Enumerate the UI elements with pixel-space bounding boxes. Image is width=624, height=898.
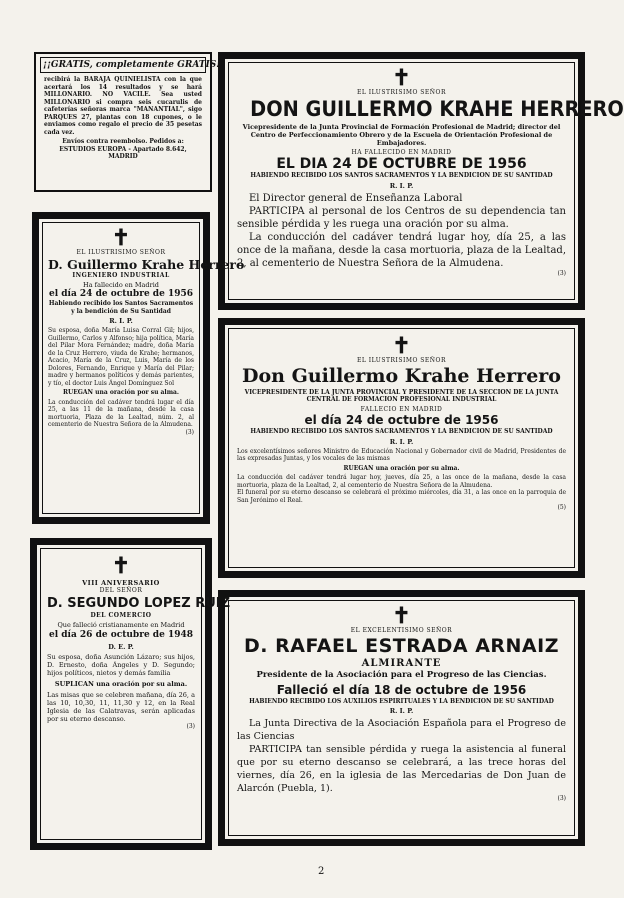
notice-rip: R. I. P. [109,317,133,325]
notice-rip: R. I. P. [389,707,414,715]
cross-icon: ✝ [392,65,411,91]
notice-krahe-3 [218,318,585,578]
notice-passed: FALLECIO EN MADRID [360,405,443,413]
notice-intro: EL ILUSTRISIMO SEÑOR [357,89,446,96]
ad-body: recibirá la BARAJA QUINIELISTA con la que acertará los 14 resultados y se hará MILLONARIO. NO VACILE. Sea usted MILLONARIO si compra seis cucarulis de cafeterías señoras marca "MANANTIAL", sigo PARQUES 27, plantas con 18 cupones, o le enviamos como regalo el precio de 35 pesetas cada vez. [44,76,202,136]
ad-closing: Envíos contra reembolso. Pedidos a: ESTUDIOS EUROPA - Apartado 8.642, MADRID [59,138,187,160]
notice-date: el día 24 de octubre de 1956 [304,413,499,427]
notice-ruegan: RUEGAN una oración por su alma. [62,389,180,396]
notice-date: el día 24 de octubre de 1956 [48,289,194,299]
notice-date: el día 26 de octubre de 1948 [48,630,194,640]
notice-passed: Que falleció cristianamente en Madrid [57,621,185,629]
notice-body-2: PARTICIPA al personal de los Centros de su dependencia tan sensible pérdida y les ruega una oración por su alma. [237,205,566,230]
notice-body-1: El Director general de Enseñanza Laboral [249,192,463,204]
notice-desc: VICEPRESIDENTE DE LA JUNTA PROVINCIAL Y PRESIDENTE DE LA SECCION DE LA JUNTA CENTRAL DE FORMACION PROFESIONAL INDUSTRIAL [244,388,559,403]
notice-intro: EL ILUSTRISIMO SEÑOR [357,357,446,364]
notice-ref: (3) [186,723,195,730]
page-number: 2 [318,866,325,877]
notice-of: DEL SEÑOR [99,587,143,594]
notice-date: EL DIA 24 DE OCTUBRE DE 1956 [276,156,527,172]
notice-suplican: SUPLICAN una oración por su alma. [54,680,188,688]
notice-family: Su esposa, doña María Luisa Corral Gil; hijos, Guillermo, Carlos y Alfonso; hija política, María del Pilar Mora Fernández; madre, doña María de la Cruz Herrero, viuda de Krahe; hermanos, Acacio, María de la Cruz, Luis, María de los Dolores, Fernando, Enrique y María del Pilar; madre y hermanos políticos y demás parientes, y tío, el doctor Luis Ángel Domínguez Sol [48,327,194,387]
notice-date: Falleció el día 18 de octubre de 1956 [276,682,527,697]
notice-name: Don Guillermo Krahe Herrero [242,364,561,387]
notice-estrada [218,590,585,846]
notice-conduction: La conducción del cadáver tendrá lugar el día 25, a las 11 de la mañana, desde la casa mortuoria, Plaza de la Lealtad, núm. 2, al cementerio de Nuestra Señora de la Almudena. [48,398,194,428]
notice-krahe-2 [32,212,245,524]
notice-sacraments: HABIENDO RECIBIDO LOS SANTOS SACRAMENTOS Y LA BENDICION DE SU SANTIDAD [250,428,553,435]
notice-intro: EL EXCELENTISIMO SEÑOR [350,627,453,634]
notice-ref: (3) [185,428,194,436]
notice-rip: D. E. P. [108,643,134,651]
notice-lopez [30,538,231,850]
notice-sacraments: Habiendo recibido los Santos Sacramentos y la bendición de Su Santidad [48,300,194,315]
notice-trade: DEL COMERCIO [90,611,152,619]
ad-headline: ¡¡GRATIS, completamente GRATIS!! [40,57,206,73]
notice-body-2: La conducción del cadáver tendrá lugar hoy, jueves, día 25, a las once de la mañana, desde la casa mortuoria, plaza de la Lealtad, 2, al cementerio de Nuestra Señora de la Almudena. [237,474,566,489]
notice-rank: ALMIRANTE [361,657,442,669]
cross-icon: ✝ [392,333,411,359]
notice-rip: R. I. P. [389,181,414,190]
notice-rip: R. I. P. [389,437,414,446]
cross-icon: ✝ [111,225,131,251]
notice-masses: Las misas que se celebren mañana, día 26, a las 10, 10,30, 11, 11,30 y 12, en la Real Iglesia de las Calatravas, serán aplicadas por su eterno descanso. [47,691,195,723]
cross-icon: ✝ [111,553,131,579]
notice-ref: (3) [557,795,566,802]
notice-body-3: La conducción del cadáver tendrá lugar hoy, día 25, a las once de la mañana, desde la casa mortuoria, plaza de la Lealtad, 2, al cementerio de Nuestra Señora de la Almudena. [237,231,566,269]
notice-ruegan: RUEGAN una oración por su alma. [343,464,460,472]
notice-title: INGENIERO INDUSTRIAL [72,271,170,279]
notice-sacraments: HABIENDO RECIBIDO LOS AUXILIOS ESPIRITUALES Y LA BENDICION DE SU SANTIDAD [249,697,554,705]
notice-name: DON GUILLERMO KRAHE HERRERO [250,96,624,121]
notice-krahe-1 [218,52,624,310]
notice-body-1: La Junta Directiva de la Asociación Española para el Progreso de las Ciencias [237,718,566,742]
notice-family: Su esposa, doña Asunción Lázaro; sus hijos, D. Ernesto, doña Ángeles y D. Segundo; hijos políticos, nietos y demás familia [47,653,195,677]
notice-body-1: Los excelentísimos señores Ministro de Educación Nacional y Gobernador civil de Madrid, Presidentes de las expresadas Juntas, y los vocales de las mismas [237,447,566,462]
notice-body-3: El funeral por su eterno descanso se celebrará el próximo miércoles, día 31, a las once en la parroquia de San Jerónimo el Real. [237,489,566,504]
notice-desc: Presidente de la Asociación para el Progreso de las Ciencias. [256,669,547,680]
notice-body-2: PARTICIPA tan sensible pérdida y ruega la asistencia al funeral que por su eterno descanso se celebrará, a las trece horas del viernes, día 26, en la iglesia de las Mercedarias de Don Juan de Alarcón (Puebla, 1). [237,744,566,794]
notice-name: D. RAFAEL ESTRADA ARNAIZ [244,634,559,657]
notice-passed: Ha fallecido en Madrid [83,281,159,289]
notice-ref: (3) [557,269,566,277]
notice-name: D. Guillermo Krahe Herrero [48,256,245,272]
notice-passed: HA FALLECIDO EN MADRID [351,148,452,156]
notice-sacraments: HABIENDO RECIBIDO LOS SANTOS SACRAMENTOS Y LA BENDICION DE SU SANTIDAD [250,172,553,179]
notice-intro: VIII ANIVERSARIO [82,579,160,587]
notice-name: D. SEGUNDO LOPEZ RUIZ [47,595,231,611]
notice-ref: (5) [557,504,566,511]
cross-icon: ✝ [392,603,411,629]
ad-box [34,52,225,192]
notice-intro: EL ILUSTRISIMO SEÑOR [76,249,166,256]
notice-desc: Vicepresidente de la Junta Provincial de Formación Profesional de Madrid; director del Centro de Perfeccionamiento Obrero y de la Escuela de Orientación Profesional de Embajadores. [242,122,561,147]
